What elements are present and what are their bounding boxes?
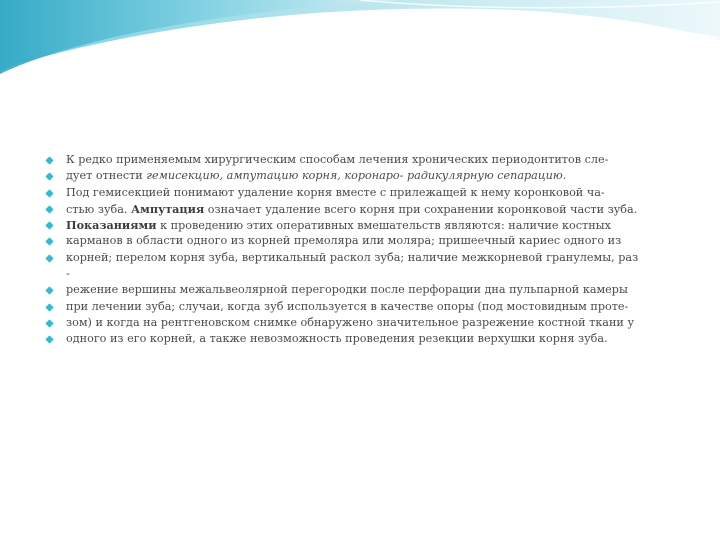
text-segment: - [66, 267, 70, 281]
bullet-line [46, 168, 686, 184]
bullet-line [46, 282, 686, 298]
diamond-bullet-icon [45, 221, 53, 229]
bullet-line [46, 266, 686, 282]
text-segment: К редко применяемым хирургическим способам лечения хронических периодонтитов сле- [66, 153, 609, 166]
text-segment: карманов в области одного из корней премоляра или моляра; пришеечный кариес одного из [66, 234, 622, 248]
text-segment: одного из его корней, а также невозможность проведения резекции верхушки корня зуба. [66, 332, 608, 346]
bullet-line [46, 299, 686, 315]
bullet-list [46, 152, 686, 348]
bullet-line [46, 201, 686, 217]
italic-term: гемисекцию, ампутацию корня, коронаро- радикулярную сепарацию. [146, 169, 567, 183]
text-segment: режение вершины межальвеолярной перегородки после перфорации дна пульпарной камеры [66, 283, 628, 297]
diamond-bullet-icon [45, 173, 53, 181]
bullet-line [46, 217, 686, 233]
diamond-bullet-icon [45, 189, 53, 197]
text-segment: к проведению этих оперативных вмешательств являются: наличие костных [156, 219, 611, 233]
diamond-bullet-icon [45, 303, 53, 311]
diamond-bullet-icon [45, 156, 53, 164]
bullet-line [46, 152, 686, 168]
bullet-line [46, 250, 686, 266]
diamond-bullet-icon [45, 287, 53, 295]
diamond-bullet-icon [45, 238, 53, 246]
text-segment: зом) и когда на рентгеновском снимке обнаружено значительное разрежение костной ткани у [66, 315, 635, 329]
diamond-bullet-icon [45, 336, 53, 344]
bullet-line [46, 331, 686, 347]
text-segment: означает удаление всего корня при сохранении коронковой части зуба. [204, 202, 638, 216]
text-segment: стью зуба. [66, 202, 132, 216]
diamond-bullet-icon [45, 254, 53, 262]
text-segment: Под гемисекцией понимают удаление корня вместе с прилежащей к нему коронковой ча- [66, 185, 605, 199]
bullet-line [46, 315, 686, 331]
text-segment: дует отнести [66, 169, 147, 183]
header-wave-decoration [0, 0, 720, 90]
diamond-bullet-icon [45, 319, 53, 327]
bullet-line [46, 233, 686, 249]
bold-term: Показаниями [66, 218, 157, 233]
diamond-bullet-icon [45, 205, 53, 213]
text-segment: корней; перелом корня зуба, вертикальный раскол зуба; наличие межкорневой гранулемы, раз [66, 250, 639, 264]
slide-content [46, 152, 686, 348]
bullet-line [46, 185, 686, 201]
bold-term: Ампутация [131, 201, 205, 216]
text-segment: при лечении зуба; случаи, когда зуб используется в качестве опоры (под мостовидным проте- [66, 299, 629, 313]
